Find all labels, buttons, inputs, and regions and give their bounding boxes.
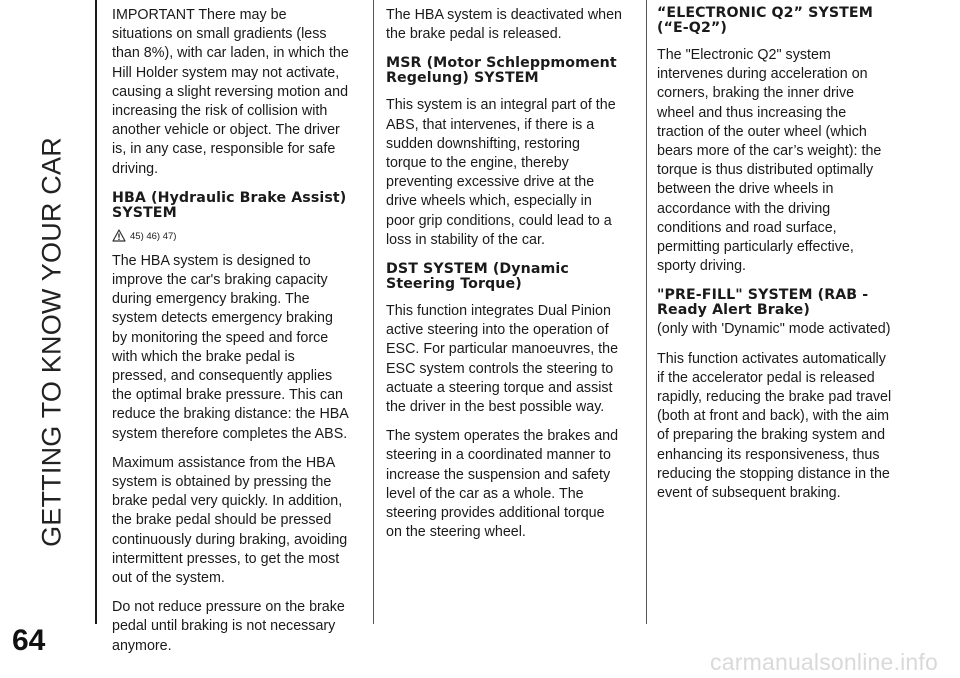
body-paragraph: IMPORTANT There may be situations on small gradients (less than 8%), with car laden, in which the Hill Holder system may not activate, causing a slight reversing motion and increasing the risk of collision with another vehicle or object. The driver is, in any case, responsible for safe driving.	[112, 7, 349, 177]
body-paragraph: Maximum assistance from the HBA system is obtained by pressing the brake pedal very quickly. In addition, the brake pedal should be pressed continuously during braking, avoiding intermittent presses, to get the most out of the system.	[112, 454, 348, 587]
watermark: carmanualsonline.info	[710, 649, 938, 675]
body-paragraph: The system operates the brakes and steering in a coordinated manner to increase the suspension and safety level of the car as a whole. The steering provides additional torque on the steering wheel.	[386, 428, 619, 541]
body-paragraph: The HBA system is deactivated when the brake pedal is released.	[386, 7, 623, 43]
section-heading: MSR (Motor Schleppmoment Regelung) SYSTEM	[386, 55, 617, 87]
warning-triangle-icon	[112, 229, 126, 242]
body-paragraph: The HBA system is designed to improve the car's braking capacity during emergency braking. The system detects emergency braking by monitoring the speed and force with which the brake pedal is pressed, and consequently applies the optimal brake pressure. This can reduce the braking distance: the HBA system therefore completes the ABS.	[112, 252, 349, 442]
section-side-title: GETTING TO KNOW YOUR CAR	[36, 137, 67, 547]
warning-reference-numbers: 45) 46) 47)	[130, 230, 177, 242]
page-number: 64	[12, 624, 46, 657]
column-divider-1	[373, 0, 374, 624]
body-paragraph: This function activates automatically if the accelerator pedal is released rapidly, reducing the brake pad travel (both at front and back), with the aim of preparing the braking system and enhancing its responsiveness, thus reducing the stopping distance in the event of subsequent braking.	[657, 350, 892, 502]
section-heading: "PRE-FILL" SYSTEM (RAB - Ready Alert Brake)	[657, 287, 869, 319]
text-column-1	[112, 6, 350, 666]
body-paragraph: The "Electronic Q2" system intervenes during acceleration on corners, braking the inner drive wheel and thus increasing the traction of the outer wheel (which bears more of the car’s weight): the torque is thus distributed optimally between the drive wheels in accordance with the driving conditions and road surface, permitting particularly effective, sporty driving.	[657, 47, 882, 275]
section-heading: “ELECTRONIC Q2” SYSTEM (“E-Q2”)	[657, 5, 873, 36]
text-column-2	[386, 6, 624, 552]
side-rule	[95, 0, 97, 624]
body-paragraph: This system is an integral part of the ABS, that intervenes, if there is a sudden downshifting, restoring torque to the engine, thereby preventing excessive drive at the drive wheels which, especially in poor grip conditions, could lead to a loss in stability of the car.	[386, 97, 616, 248]
body-paragraph: Do not reduce pressure on the brake pedal until braking is not necessary anymore.	[112, 599, 345, 654]
body-paragraph: This function integrates Dual Pinion active steering into the operation of ESC. For particular manoeuvres, the ESC system controls the steering to actuate a steering torque and assist the driver in the best possible way.	[386, 303, 619, 416]
text-column-3	[657, 6, 895, 513]
section-heading: DST SYSTEM (Dynamic Steering Torque)	[386, 261, 569, 293]
body-paragraph: (only with 'Dynamic" mode activated)	[657, 321, 891, 338]
column-divider-2	[646, 0, 647, 624]
warning-reference	[112, 229, 350, 242]
section-heading: HBA (Hydraulic Brake Assist) SYSTEM	[112, 189, 347, 221]
